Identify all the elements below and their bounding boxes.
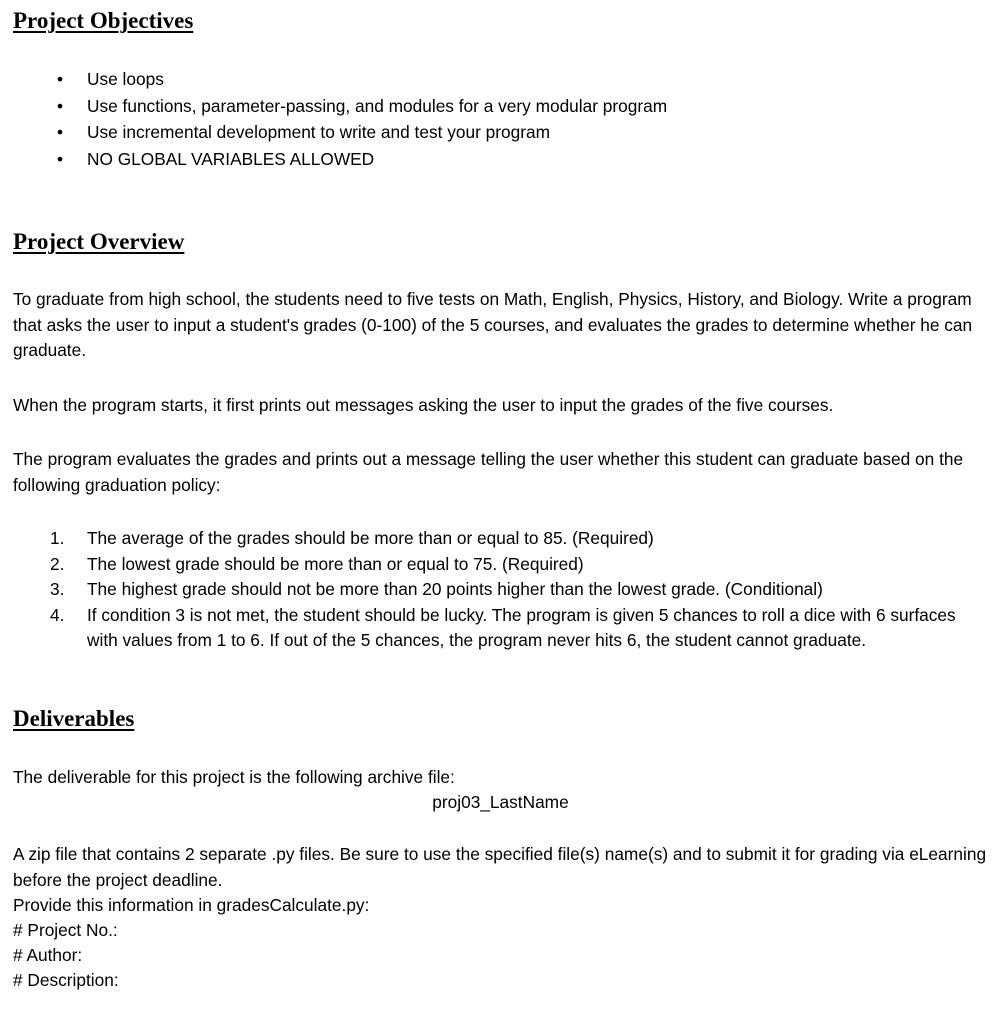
bullet-icon: • xyxy=(56,69,64,89)
objectives-list xyxy=(13,66,667,172)
overview-heading: Project Overview xyxy=(13,229,185,254)
objective-item xyxy=(13,146,667,173)
objective-item xyxy=(13,119,667,146)
bullet-icon: • xyxy=(56,95,64,116)
deliverables-intro: The deliverable for this project is the following archive file: xyxy=(13,767,455,787)
objective-item xyxy=(13,93,667,120)
policy-text: The average of the grades should be more than or equal to 85. (Required) xyxy=(87,528,654,548)
provide-info-text: Provide this information in gradesCalculate.py: xyxy=(13,895,370,915)
objective-text: Use functions, parameter-passing, and modules for a very modular program xyxy=(87,95,668,116)
policy-number: 4. xyxy=(50,604,65,625)
policy-number: 2. xyxy=(50,553,65,574)
policy-text: The highest grade should not be more than 20 points higher than the lowest grade. (Conditional) xyxy=(87,579,823,599)
policy-item xyxy=(13,577,988,603)
objective-text: Use loops xyxy=(87,69,164,89)
header-line-description: # Description: xyxy=(13,970,119,990)
deliverables-heading: Deliverables xyxy=(13,706,135,731)
policy-number: 1. xyxy=(50,528,65,548)
overview-paragraph-2: When the program starts, it first prints out messages asking the user to input the grades of the five courses. xyxy=(13,395,834,415)
objective-text: NO GLOBAL VARIABLES ALLOWED xyxy=(87,148,375,169)
objective-text: Use incremental development to write and test your program xyxy=(87,122,550,142)
graduation-policy-list xyxy=(13,526,988,654)
bullet-icon: • xyxy=(56,148,64,169)
policy-item xyxy=(13,552,988,578)
overview-paragraph-1: To graduate from high school, the students need to five tests on Math, English, Physics, History, and Biology. Write a program that asks the user to input a student's grades (0-100) of the 5 courses, and evaluates the grades to determine whether he can graduate. xyxy=(13,289,973,360)
zip-instructions: A zip file that contains 2 separate .py files. Be sure to use the specified file(s) name(s) and to submit it for grading via eLearning before the project deadline. xyxy=(13,844,987,890)
policy-text: The lowest grade should be more than or equal to 75. (Required) xyxy=(87,553,584,574)
policy-item xyxy=(13,603,988,654)
objective-item xyxy=(13,66,667,93)
overview-paragraph-3: The program evaluates the grades and prints out a message telling the user whether this student can graduate based on the following graduation policy: xyxy=(13,449,964,495)
bullet-icon: • xyxy=(56,122,64,142)
policy-text: If condition 3 is not met, the student should be lucky. The program is given 5 chances to roll a dice with 6 surfaces with values from 1 to 6. If out of the 5 chances, the program never hits 6, the student cannot graduate. xyxy=(87,604,956,650)
objectives-heading: Project Objectives xyxy=(13,8,194,33)
header-line-project-no: # Project No.: xyxy=(13,920,118,940)
policy-item xyxy=(13,526,988,552)
archive-file-name: proj03_LastName xyxy=(432,792,569,812)
policy-number: 3. xyxy=(50,579,65,599)
header-line-author: # Author: xyxy=(13,945,83,965)
